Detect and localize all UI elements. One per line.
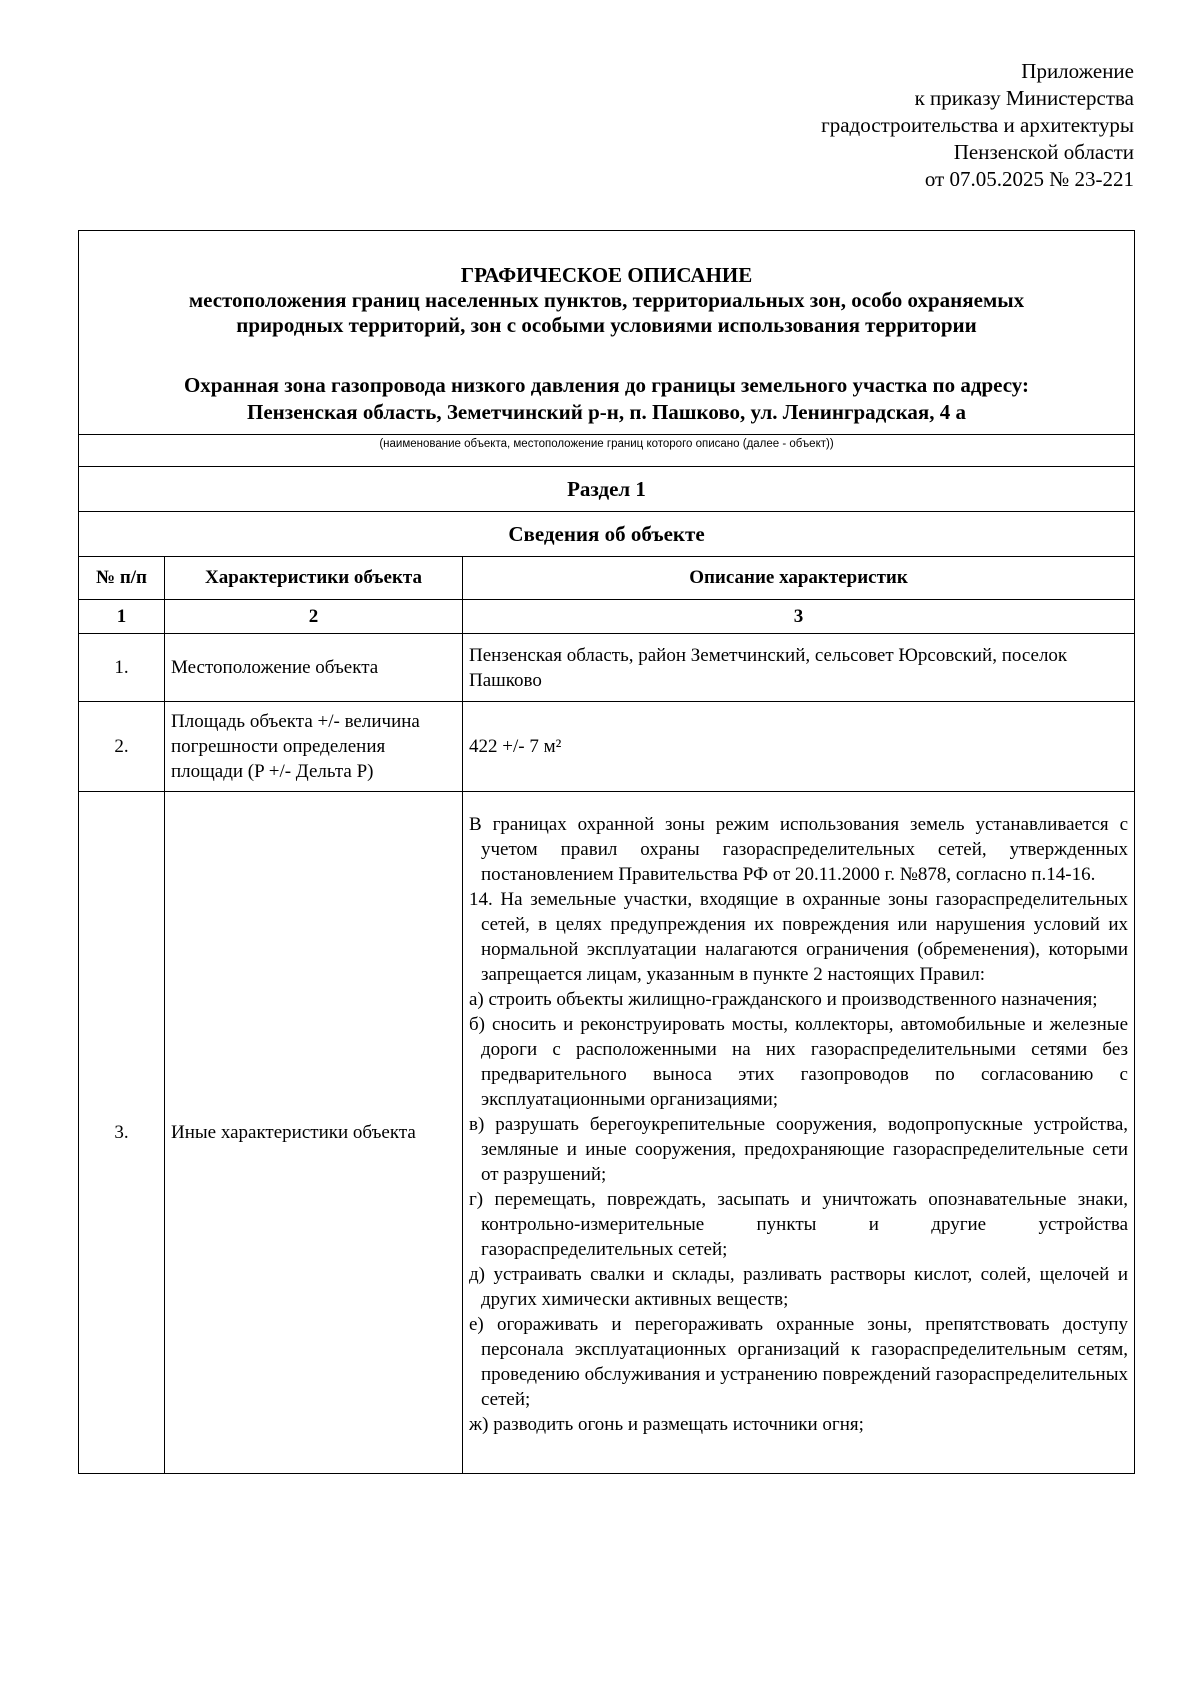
section-name: Сведения об объекте (79, 512, 1135, 557)
column-number: 2 (165, 600, 463, 634)
row-description: 422 +/- 7 м² (463, 702, 1135, 792)
row-characteristic: Иные характеристики объекта (165, 792, 463, 1474)
header-line: Приложение (1021, 59, 1134, 83)
document-subtitle-line: природных территорий, зон с особыми условиями использования территории (236, 313, 977, 337)
column-header: № п/п (79, 557, 165, 600)
description-table (78, 230, 1135, 1474)
table-row (79, 634, 1135, 702)
header-line: от 07.05.2025 № 23-221 (924, 167, 1134, 191)
restriction-paragraph: е) огораживать и перегораживать охранные зоны, препятствовать доступу персонала эксплуатационных организаций к газораспределительным сетям, проведению обслуживания и устранению повреждений газораспределительных сетей; (469, 1314, 1128, 1410)
restriction-paragraph: в) разрушать берегоукрепительные сооружения, водопропускные устройства, земляные и иные сооружения, предохраняющие газораспределительные сети от разрушений; (469, 1114, 1128, 1185)
object-name-line: Охранная зона газопровода низкого давления до границы земельного участка по адресу: (183, 373, 1030, 397)
approval-header (821, 58, 1134, 193)
row-number: 1. (79, 634, 165, 702)
column-header: Характеристики объекта (165, 557, 463, 600)
column-header: Описание характеристик (463, 557, 1135, 600)
document-subtitle-line: местоположения границ населенных пунктов, территориальных зон, особо охраняемых (188, 288, 1025, 312)
row-number: 3. (79, 792, 165, 1474)
restriction-paragraph: 14. На земельные участки, входящие в охранные зоны газораспределительных сетей, в целях предупреждения их повреждения или нарушения условий их нормальной эксплуатации налагаются ограничения (обременения), которыми запрещается лицам, указанным в пункте 2 настоящих Правил: (469, 889, 1128, 985)
column-number: 3 (463, 600, 1135, 634)
header-line: градостроительства и архитектуры (821, 113, 1134, 137)
restriction-paragraph: д) устраивать свалки и склады, разливать растворы кислот, солей, щелочей и других химически активных веществ; (469, 1264, 1128, 1310)
restriction-paragraph: г) перемещать, повреждать, засыпать и уничтожать опознавательные знаки, контрольно-измерительные пункты и другие устройства газораспределительных сетей; (469, 1189, 1128, 1260)
header-line: к приказу Министерства (914, 86, 1134, 110)
object-name-line: Пензенская область, Земетчинский р-н, п. Пашково, ул. Ленинградская, 4 а (247, 400, 966, 424)
column-number: 1 (79, 600, 165, 634)
table-row (79, 702, 1135, 792)
table-row (79, 792, 1135, 1474)
restriction-paragraph: В границах охранной зоны режим использования земель устанавливается с учетом правил охраны газораспределительных сетей, утвержденных постановлением Правительства РФ от 20.11.2000 г. №878, согласно п.14-16. (469, 814, 1128, 885)
restriction-paragraph: ж) разводить огонь и размещать источники огня; (469, 1414, 864, 1435)
row-characteristic: Местоположение объекта (165, 634, 463, 702)
restriction-paragraph: б) сносить и реконструировать мосты, коллекторы, автомобильные и железные дороги с расположенными на них газораспределительными сетями без предварительного выноса этих газопроводов по согласованию с эксплуатационными организациями; (469, 1014, 1128, 1110)
section-label: Раздел 1 (79, 467, 1135, 512)
document-title: ГРАФИЧЕСКОЕ ОПИСАНИЕ (460, 263, 753, 287)
row-number: 2. (79, 702, 165, 792)
row-description: Пензенская область, район Земетчинский, сельсовет Юрсовский, поселок Пашково (463, 634, 1135, 702)
restriction-paragraph: а) строить объекты жилищно-гражданского и производственного назначения; (469, 989, 1098, 1010)
object-caption: (наименование объекта, местоположение границ которого описано (далее - объект)) (79, 435, 1135, 467)
header-line: Пензенской области (953, 140, 1134, 164)
row-characteristic: Площадь объекта +/- величина погрешности определения площади (P +/- Дельта P) (165, 702, 463, 792)
title-cell (79, 231, 1135, 435)
row-description (463, 792, 1135, 1474)
